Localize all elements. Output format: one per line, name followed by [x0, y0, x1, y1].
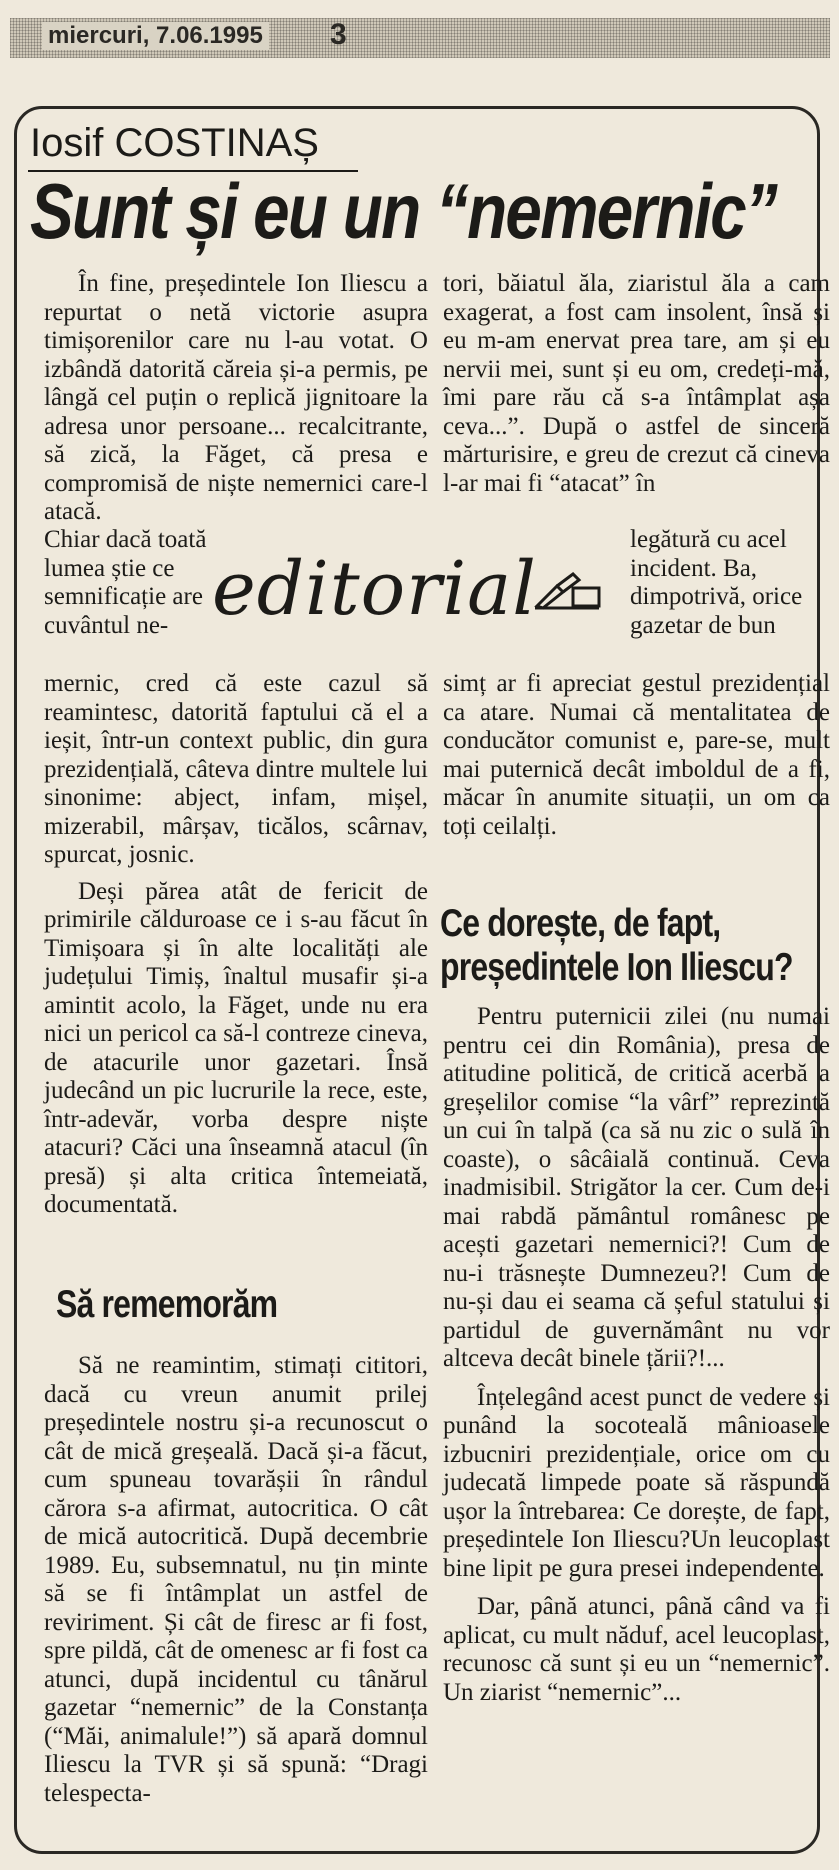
- paragraph: Deși părea atât de fericit de primirile călduroase ce i s-au făcut în Timișoara și în alte localități ale județului Timiș, înaltul musafir și-a amintit acolo, la Făget, unde nu era nici un pericol ca să-l contreze cineva, de atacurile unor gazetari. Însă judecând un pic lucrurile la rece, este, într-adevăr, vorba despre niște atacuri? Căci una înseamnă atacul (în presă) și alta critica întemeiată, documentată.: [44, 877, 428, 1218]
- author-name: Iosif COSTINAȘ: [30, 121, 319, 165]
- column-2-intro: [443, 270, 830, 498]
- column-1-wrap-text: [44, 526, 214, 640]
- issue-date: miercuri, 7.06.1995: [42, 22, 269, 50]
- article-title: Sunt și eu un “nemernic”: [30, 167, 777, 255]
- paragraph: În fine, președintele Ion Iliescu a repurtat o netă victorie asupra timișorenilor care nu l-au votat. O izbândă datorită căreia și-a permis, pe lângă cel puțin o replică jignitoare la adresa unor persoane... recalcitrante, să zică, la Făget, că presa e compromisă de niște nemernici care-l atacă.: [44, 270, 428, 525]
- paragraph: Dar, până atunci, până când va fi aplicat, cu mult năduf, acel leucoplast, recunosc că sunt și eu un “nemernic”. Un ziarist “nemernic”...: [443, 1593, 830, 1706]
- paragraph: Înțelegând acest punct de vedere și punând la socoteală mânioasele izbucniri prezidențiale, orice om cu judecată limpede poate să răspundă ușor la întrebarea: Ce dorește, de fapt, președintele Ion Iliescu?Un leucoplast bine lipit pe gura presei independente.: [443, 1383, 830, 1582]
- quill-pen-icon: [533, 570, 603, 610]
- column-2-wrap-text: [630, 526, 830, 640]
- subheading-ce-doreste: [440, 902, 793, 990]
- paragraph-continuation: tori, băiatul ăla, ziaristul ăla a cam exagerat, a fost cam insolent, însă și eu m-am enervat prea tare, am și eu nervii mei, sunt și eu om, credeți-mă, îmi pare rău că s-a întâmplat așa ceva...”. După o astfel de sinceră mărturisire, e greu de crezut că cineva l-ar mai fi “atacat” în: [443, 270, 830, 497]
- column-1-rememoram: [44, 1352, 428, 1808]
- page-number: 3: [330, 18, 347, 51]
- column-1-intro: [44, 270, 428, 527]
- subheading-line-2: președintele Ion Iliescu?: [440, 946, 793, 989]
- paragraph-continuation: simț ar fi apreciat gestul prezidențial ca atare. Numai că mentalitatea de conducător comunist e, pare-se, mult mai puternică decât imboldul de a fi, măcar în anumite situații, un om ca toți ceilalți.: [443, 670, 830, 840]
- paragraph: Să ne reamintim, stimați cititori, dacă cu vreun anumit prilej președintele nostru și-a recunoscut o cât de mică greșeală. Dacă și-a făcut, cum spuneau tovarășii în rândul cărora s-a afirmat, autocritica. O cât de mică autocritică. După decembrie 1989. Eu, subsemnatul, nu țin minte să se fi întâmplat un astfel de reviriment. Și cât de firesc ar fi fost, spre pildă, cât de omenesc ar fi fost ca atunci, după incidentul cu tânărul gazetar “nemernic” de la Constanța (“Măi, animalule!”) să apară domnul Iliescu la TVR și să spună: “Dragi telespecta-: [44, 1352, 428, 1807]
- subheading-rememoram: Să rememorăm: [56, 1283, 278, 1326]
- column-2-ce-doreste: [443, 1003, 830, 1707]
- subheading-line-1: Ce dorește, de fapt,: [440, 902, 721, 945]
- editorial-label: editorial: [212, 546, 537, 632]
- paragraph-continuation: mernic, cred că este cazul să reamintesc, datorită faptului că el a ieșit, într-un context public, din gura prezidențială, câteva dintre multele lui sinonime: abject, infam, mișel, mizerabil, mârșav, ticălos, scârnav, spurcat, josnic.: [44, 670, 428, 868]
- column-1-body: [44, 670, 428, 1220]
- paragraph-fragment: Chiar dacă toată lumea știe ce semnificație are cuvântul ne-: [44, 526, 207, 639]
- paragraph: Pentru puternicii zilei (nu numai pentru cei din România), presa de atitudine politică, de critică acerbă a greșelilor comise “la vârf” reprezintă un cui în talpă (ca să nu zic o sulă în coaste), o sâcâială continuă. Ceva inadmisibil. Strigător la cer. Cum de-i mai rabdă pământul românesc pe acești gazetari nemernici?! Cum de nu-i trăsnește Dumnezeu?! Cum de nu-și dau ei seama că șeful statului și partidul de guvernământ nu vor altceva decât binele țării?!...: [443, 1003, 830, 1372]
- paragraph-fragment: legătură cu acel incident. Ba, dimpotrivă, orice gazetar de bun: [630, 526, 803, 639]
- column-2-body: [443, 670, 830, 841]
